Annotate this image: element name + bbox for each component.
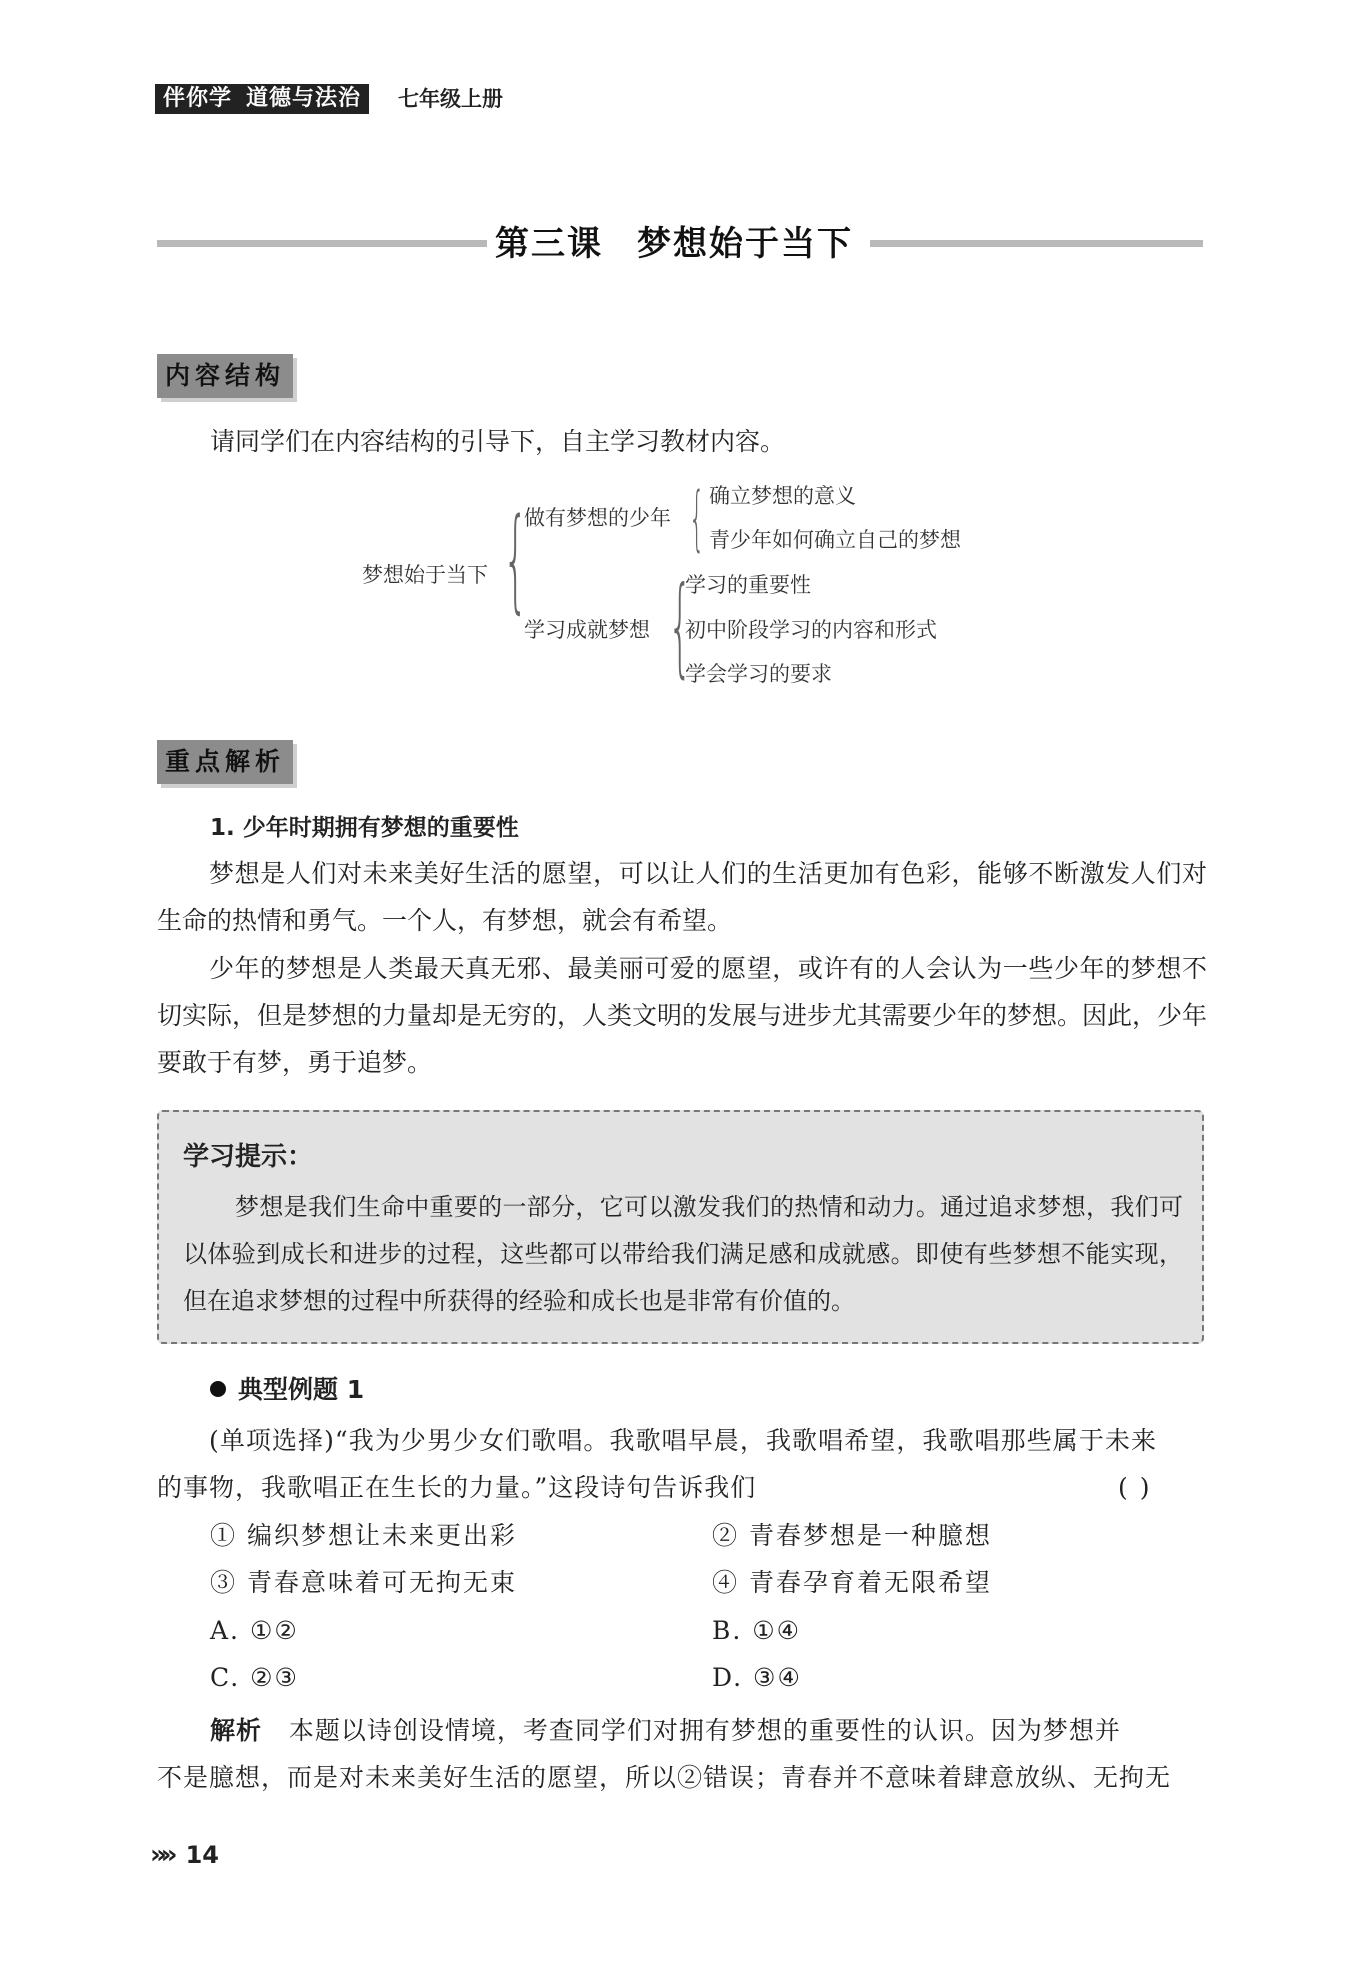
key-point-paragraph-2: 少年的梦想是人类最天真无邪、最美丽可爱的愿望，或许有的人会认为一些少年的梦想不切实际，但是梦想的力量却是无穷的，人类文明的发展与进步尤其需要少年的梦想。因此，少年要敢于有梦，勇于追梦。 — [157, 954, 1208, 1077]
tree-branch-1-brace: { — [689, 477, 705, 559]
tree-item: 青少年如何确立自己的梦想 — [709, 528, 961, 552]
page-number: 14 — [185, 1841, 219, 1869]
answer-choice: B. ①④ — [712, 1616, 802, 1645]
example-heading — [210, 1370, 364, 1410]
analysis-text-1: 本题以诗创设情境，考查同学们对拥有梦想的重要性的认识。因为梦想并 — [288, 1716, 1121, 1745]
answer-choice: D. ③④ — [712, 1663, 802, 1692]
bullet-icon — [210, 1381, 226, 1397]
tree-branch-2-brace: { — [668, 564, 693, 689]
answer-parentheses: ( ) — [1118, 1473, 1152, 1502]
analysis-label: 解析 — [210, 1716, 263, 1745]
series-name: 伴你学 — [163, 86, 233, 111]
statement-option: ② 青春梦想是一种臆想 — [712, 1521, 992, 1550]
tree-item: 初中阶段学习的内容和形式 — [685, 618, 937, 642]
key-point-paragraph-1: 梦想是人们对未来美好生活的愿望，可以让人们的生活更加有色彩，能够不断激发人们对生命的热情和勇气。一个人，有梦想，就会有希望。 — [157, 859, 1207, 935]
example-heading-text: 典型例题 1 — [238, 1375, 365, 1404]
section-label-key-points: 重点解析 — [157, 740, 293, 784]
answer-choice: C. ②③ — [210, 1663, 299, 1692]
series-header-tag — [155, 84, 369, 114]
page-footer — [150, 1838, 219, 1872]
example-question: (单项选择)“我为少男少女们歌唱。我歌唱早晨，我歌唱希望，我歌唱那些属于未来的事物，我歌唱正在生长的力量。”这段诗句告诉我们 — [157, 1426, 1157, 1502]
analysis-line-1 — [210, 1709, 1121, 1753]
title-rule-left — [157, 240, 487, 247]
lesson-number: 第三课 — [495, 224, 603, 264]
tree-branch-1: 做有梦想的少年 — [524, 506, 671, 530]
lesson-name: 梦想始于当下 — [637, 224, 853, 264]
tree-item: 学会学习的要求 — [685, 662, 832, 686]
answer-choice: A. ①② — [210, 1616, 299, 1645]
study-tip-title: 学习提示： — [183, 1142, 314, 1172]
tree-item: 确立梦想的意义 — [709, 484, 856, 508]
tree-branch-2: 学习成就梦想 — [524, 618, 650, 642]
study-tip-text: 梦想是我们生命中重要的一部分，它可以激发我们的热情和动力。通过追求梦想，我们可以体验到成长和进步的过程，这些都可以带给我们满足感和成就感。即使有些梦想不能实现，但在追求梦想的过程中所获得的经验和成长也是非常有价值的。 — [183, 1193, 1183, 1315]
arrows-icon: »» — [150, 1840, 172, 1870]
statement-option: ③ 青春意味着可无拘无束 — [210, 1568, 517, 1597]
subject-name: 道德与法治 — [246, 86, 362, 111]
key-point-subheading: 1. 少年时期拥有梦想的重要性 — [210, 815, 519, 841]
tree-item: 学习的重要性 — [685, 573, 811, 597]
lesson-title — [495, 218, 853, 270]
structure-intro: 请同学们在内容结构的引导下，自主学习教材内容。 — [210, 427, 786, 456]
tree-root-brace: { — [503, 495, 528, 625]
analysis-line-2: 不是臆想，而是对未来美好生活的愿望，所以②错误；青春并不意味着肆意放纵、无拘无 — [157, 1763, 1172, 1792]
tree-root: 梦想始于当下 — [362, 563, 488, 587]
section-label-structure: 内容结构 — [157, 354, 293, 398]
statement-option: ① 编织梦想让未来更出彩 — [210, 1521, 517, 1550]
statement-option: ④ 青春孕育着无限希望 — [712, 1568, 992, 1597]
grade-label: 七年级上册 — [398, 86, 503, 111]
title-rule-right — [870, 240, 1203, 247]
